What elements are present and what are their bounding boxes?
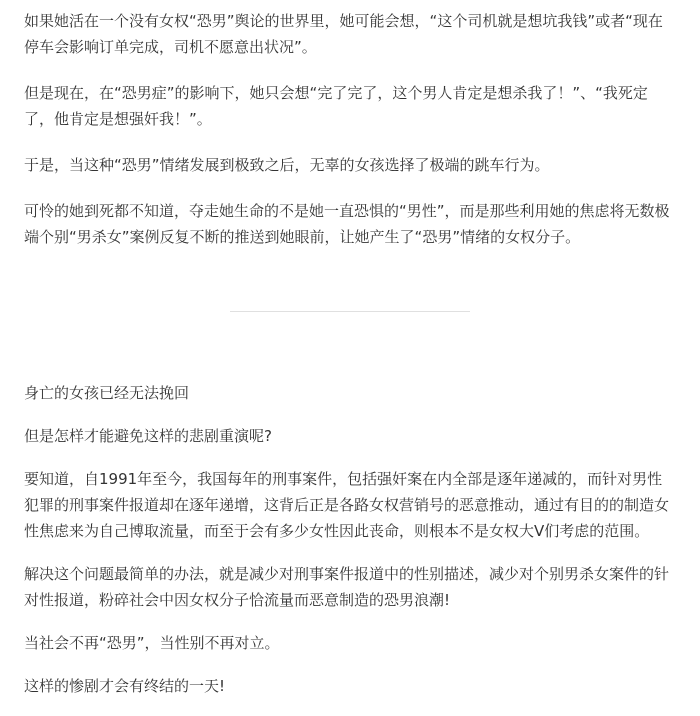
paragraph: 当社会不再“恐男”，当性别不再对立。 [24, 634, 280, 652]
paragraph: 但是现在，在“恐男症”的影响下，她只会想“完了完了，这个男人肯定是想杀我了！”、“我死定了，他肯定是想强奸我！”。 [24, 84, 648, 128]
paragraph: 要知道，自1991年至今，我国每年的刑事案件，包括强奸案在内全部是逐年递减的，而针对男性犯罪的刑事案件报道却在逐年递增，这背后正是各路女权营销号的恶意推动，通过有目的的制造女性焦虑来为自己博取流量，而至于会有多少女性因此丧命，则根本不是女权大V们考虑的范围。 [24, 470, 670, 540]
section-divider [230, 311, 470, 312]
paragraph: 解决这个问题最简单的办法，就是减少对刑事案件报道中的性别描述，减少对个别男杀女案件的针对性报道，粉碎社会中因女权分子恰流量而恶意制造的恐男浪潮! [24, 565, 670, 609]
paragraph: 如果她活在一个没有女权“恐男”舆论的世界里，她可能会想，“这个司机就是想坑我钱”或者“现在停车会影响订单完成，司机不愿意出状况”。 [24, 12, 663, 56]
paragraph: 可怜的她到死都不知道，夺走她生命的不是她一直恐惧的“男性”，而是那些利用她的焦虑将无数极端个别“男杀女”案例反复不断的推送到她眼前，让她产生了“恐男”情绪的女权分子。 [24, 202, 670, 246]
article-body [24, 8, 676, 716]
section-divider-container [24, 270, 676, 380]
article-section-bottom [24, 380, 676, 699]
paragraph: 于是，当这种“恐男”情绪发展到极致之后，无辜的女孩选择了极端的跳车行为。 [24, 156, 550, 174]
article-section-top [24, 8, 676, 250]
paragraph: 身亡的女孩已经无法挽回 [24, 384, 190, 402]
paragraph: 但是怎样才能避免这样的悲剧重演呢? [24, 427, 272, 445]
paragraph: 这样的惨剧才会有终结的一天! [24, 677, 226, 695]
